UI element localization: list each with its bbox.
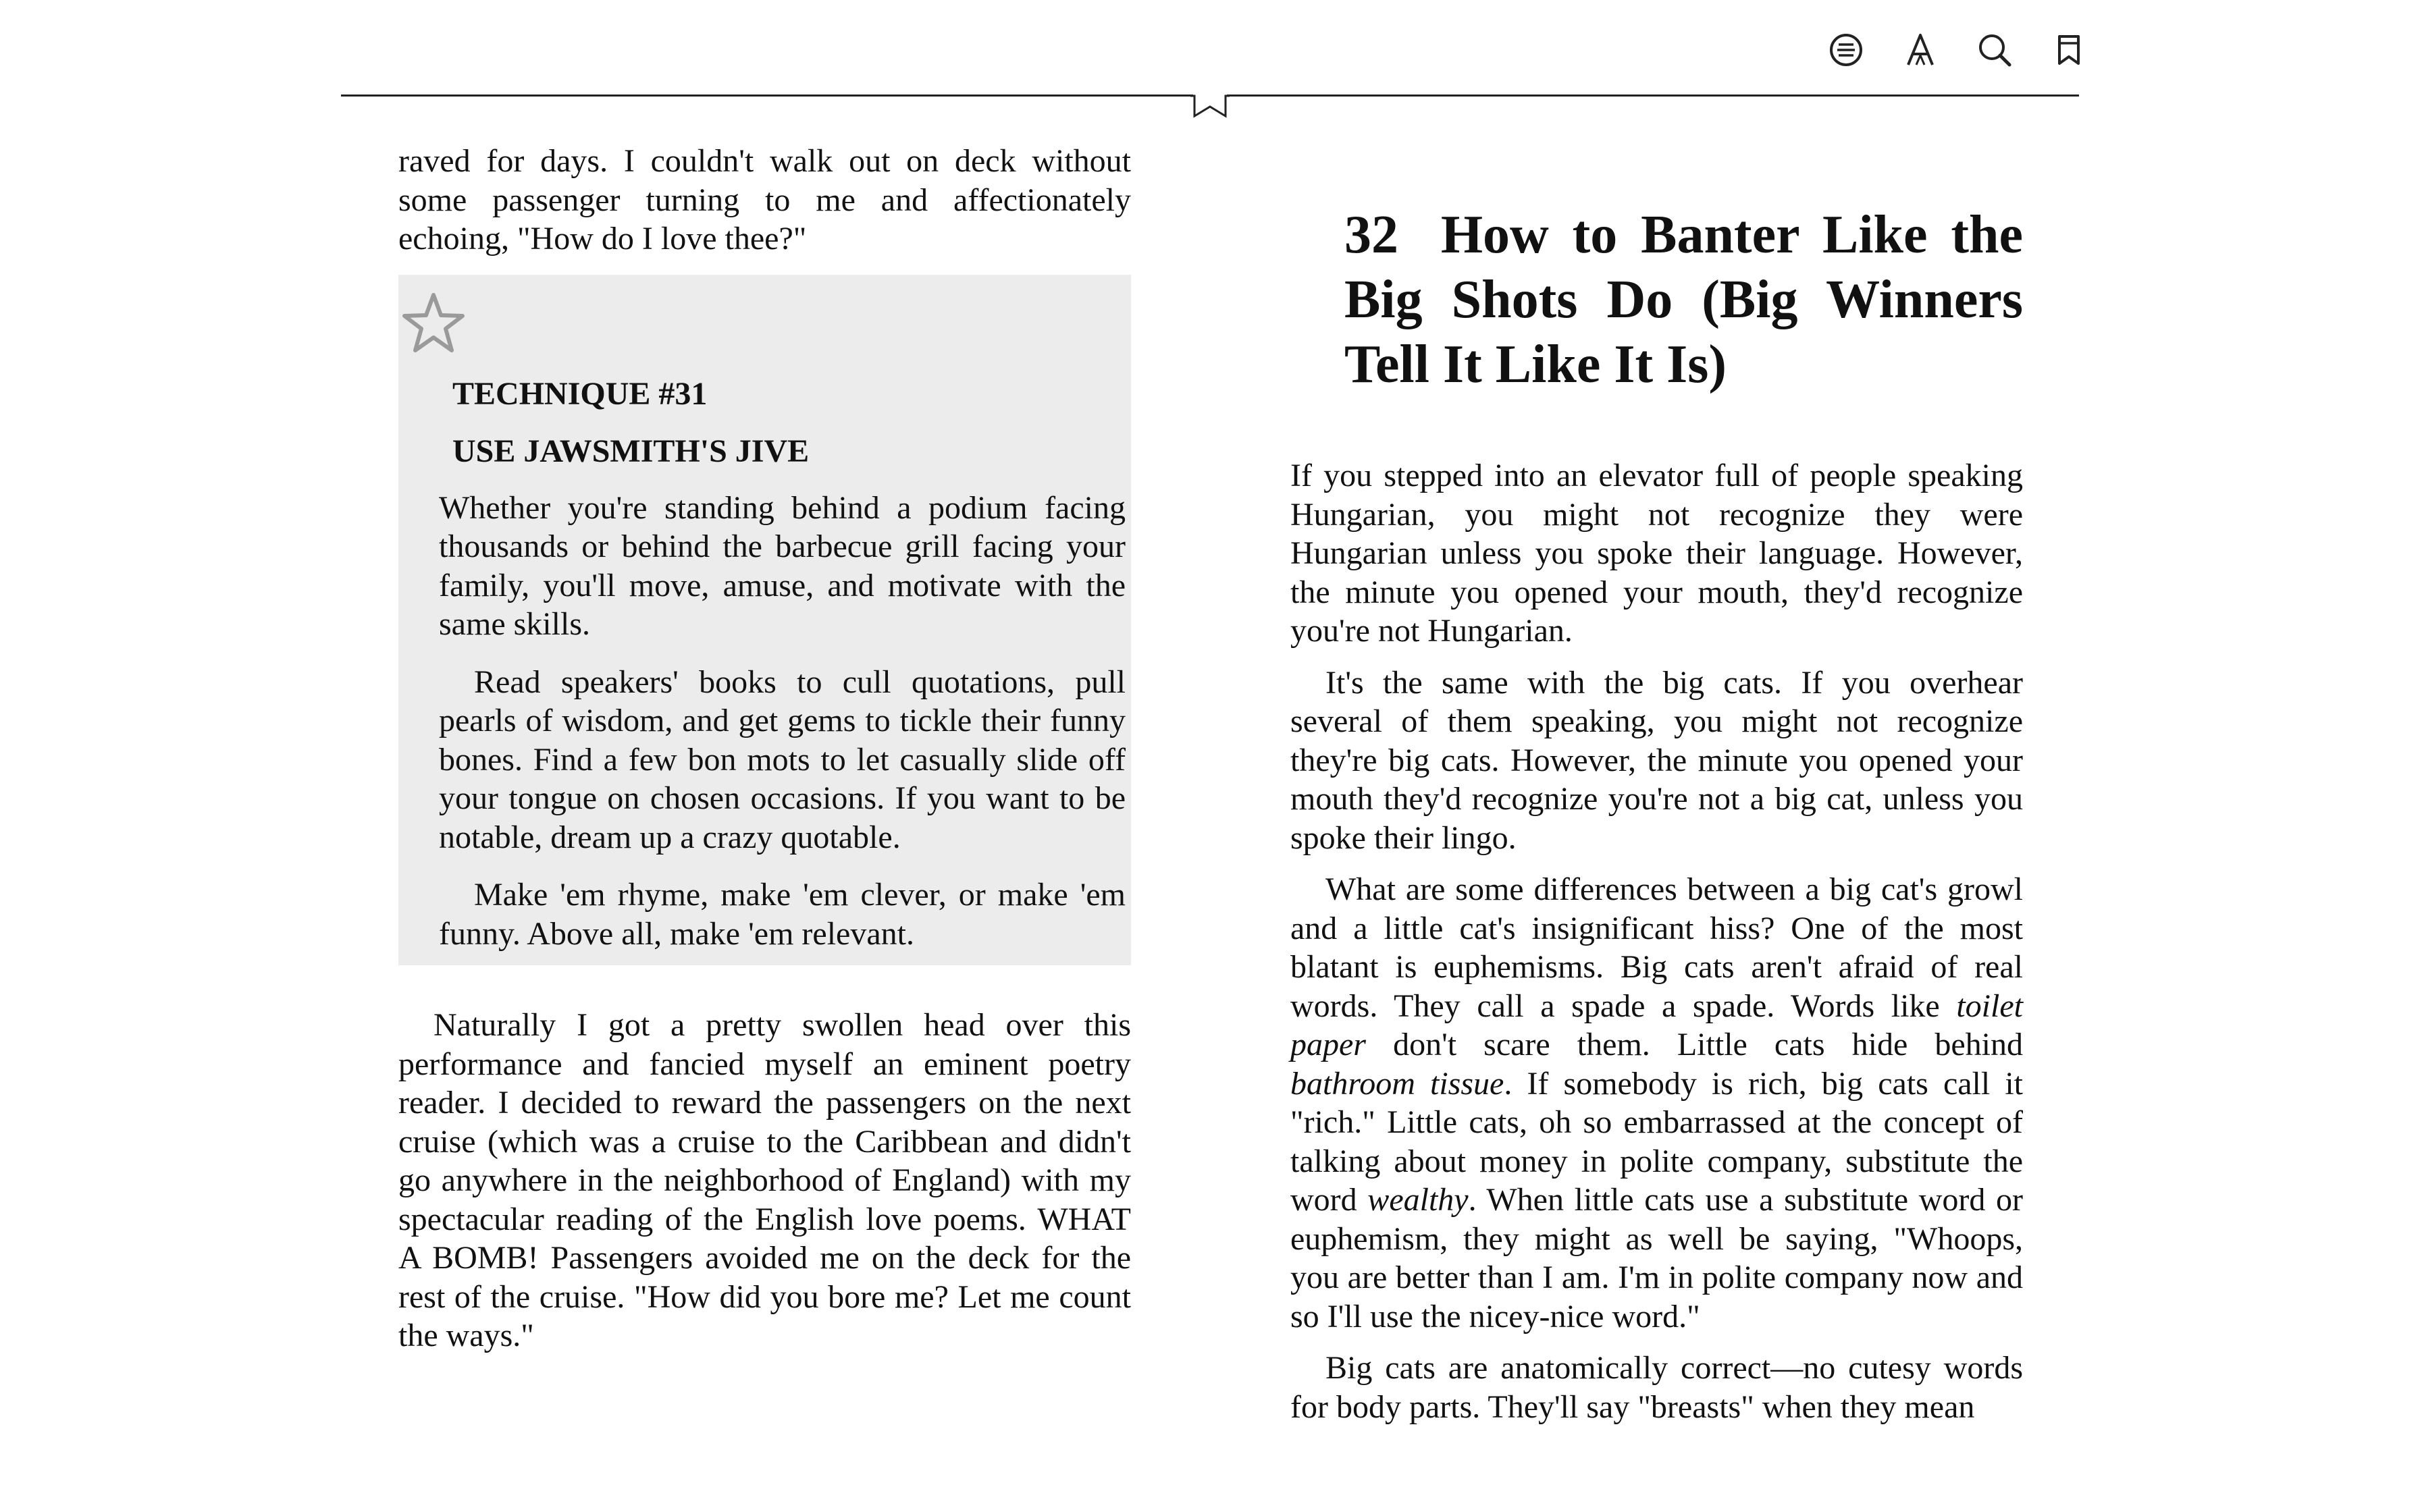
left-paragraph-bottom: Naturally I got a pretty swollen head over this performance and fancied myself an eminent poetry reader. I decided to reward the passengers on the next cruise (which was a cruise to the Caribbean and didn't go anywhere in the neighborhood of England) with my spectacular reading of the English love poems. WHAT A BOMB! Passengers avoided me on the deck for the rest of the cruise. "How did you bore me? Let me count the ways." xyxy=(398,1007,1131,1353)
text-run: . When little cats use a substitute word or euphemism, they might as well be saying, "Whoops, you are better than I am. I'm in polite company now and so I'll use the nicey-nice word." xyxy=(1290,1182,2023,1334)
technique-label: TECHNIQUE #31 xyxy=(452,375,708,412)
left-paragraph-top: raved for days. I couldn't walk out on deck without some passenger turning to me and affectionately echoing, "How do I love thee?" xyxy=(398,143,1131,256)
right-page xyxy=(1290,142,2023,1439)
header-divider-left xyxy=(341,94,1193,97)
italic-text: bathroom tissue xyxy=(1290,1065,1504,1102)
search-icon xyxy=(1974,30,2015,70)
body-paragraph: If you stepped into an elevator full of people speaking Hungarian, you might not recognize they were Hungarian unless you spoke their language. However, the minute you opened your mouth, they'd recognize you're not Hungarian. xyxy=(1290,458,2023,649)
sidebar-paragraph: Make 'em rhyme, make 'em clever, or make 'em funny. Above all, make 'em relevant. xyxy=(439,877,1126,952)
font-settings-button[interactable] xyxy=(1896,26,1945,74)
sidebar-paragraph: Whether you're standing behind a podium facing thousands or behind the barbecue grill facing your family, you'll move, amuse, and motivate with the same skills. xyxy=(439,489,1126,642)
text-run: don't scare them. Little cats hide behind xyxy=(1365,1027,2023,1062)
table-of-contents-icon xyxy=(1826,30,1866,70)
technique-sidebar xyxy=(398,275,1131,966)
body-paragraph: Big cats are anatomically correct—no cutesy words for body parts. They'll say "breasts" when they mean xyxy=(1290,1350,2023,1425)
bookmark-button[interactable] xyxy=(2045,26,2093,74)
italic-text: wealthy xyxy=(1367,1182,1469,1218)
italic-text: toilet paper xyxy=(1290,988,2023,1062)
body-paragraph xyxy=(1290,870,2023,1336)
header-divider-right xyxy=(1227,94,2079,97)
chapter-heading xyxy=(1344,202,2023,397)
font-settings-icon xyxy=(1900,30,1941,70)
sidebar-paragraph: Read speakers' books to cull quotations, pull pearls of wisdom, and get gems to tickle their funny bones. Find a few bon mots to let casually slide off your tongue on chosen occasions. If you want to be notable, dream up a crazy quotable. xyxy=(439,664,1126,855)
bookmark-icon xyxy=(2049,30,2089,70)
text-run: What are some differences between a big cat's growl and a little cat's insignificant hiss? One of the most blatant is euphemisms. Big cats aren't afraid of real words. They call a spade a spade. Words like xyxy=(1290,871,2023,1024)
table-of-contents-button[interactable] xyxy=(1822,26,1870,74)
search-button[interactable] xyxy=(1970,26,2019,74)
chapter-number: 32 xyxy=(1344,205,1398,265)
star-icon xyxy=(401,291,466,356)
chapter-title: How to Banter Like the Big Shots Do (Big Winners Tell It Like It Is) xyxy=(1344,205,2023,394)
left-page xyxy=(398,142,1131,1355)
technique-title: USE JAWSMITH'S JIVE xyxy=(452,433,810,469)
body-paragraph: It's the same with the big cats. If you overhear several of them speaking, you might not recognize they're big cats. However, the minute you opened your mouth they'd recognize you're not a big cat, unless you spoke their lingo. xyxy=(1290,664,2023,856)
reader-toolbar xyxy=(0,0,2420,101)
page-marker-notch xyxy=(1190,93,1230,120)
text-run: . If somebody is rich, big cats call it "rich." Little cats, oh so embarrassed at the concept of talking about money in polite company, substitute the word xyxy=(1290,1065,2024,1218)
